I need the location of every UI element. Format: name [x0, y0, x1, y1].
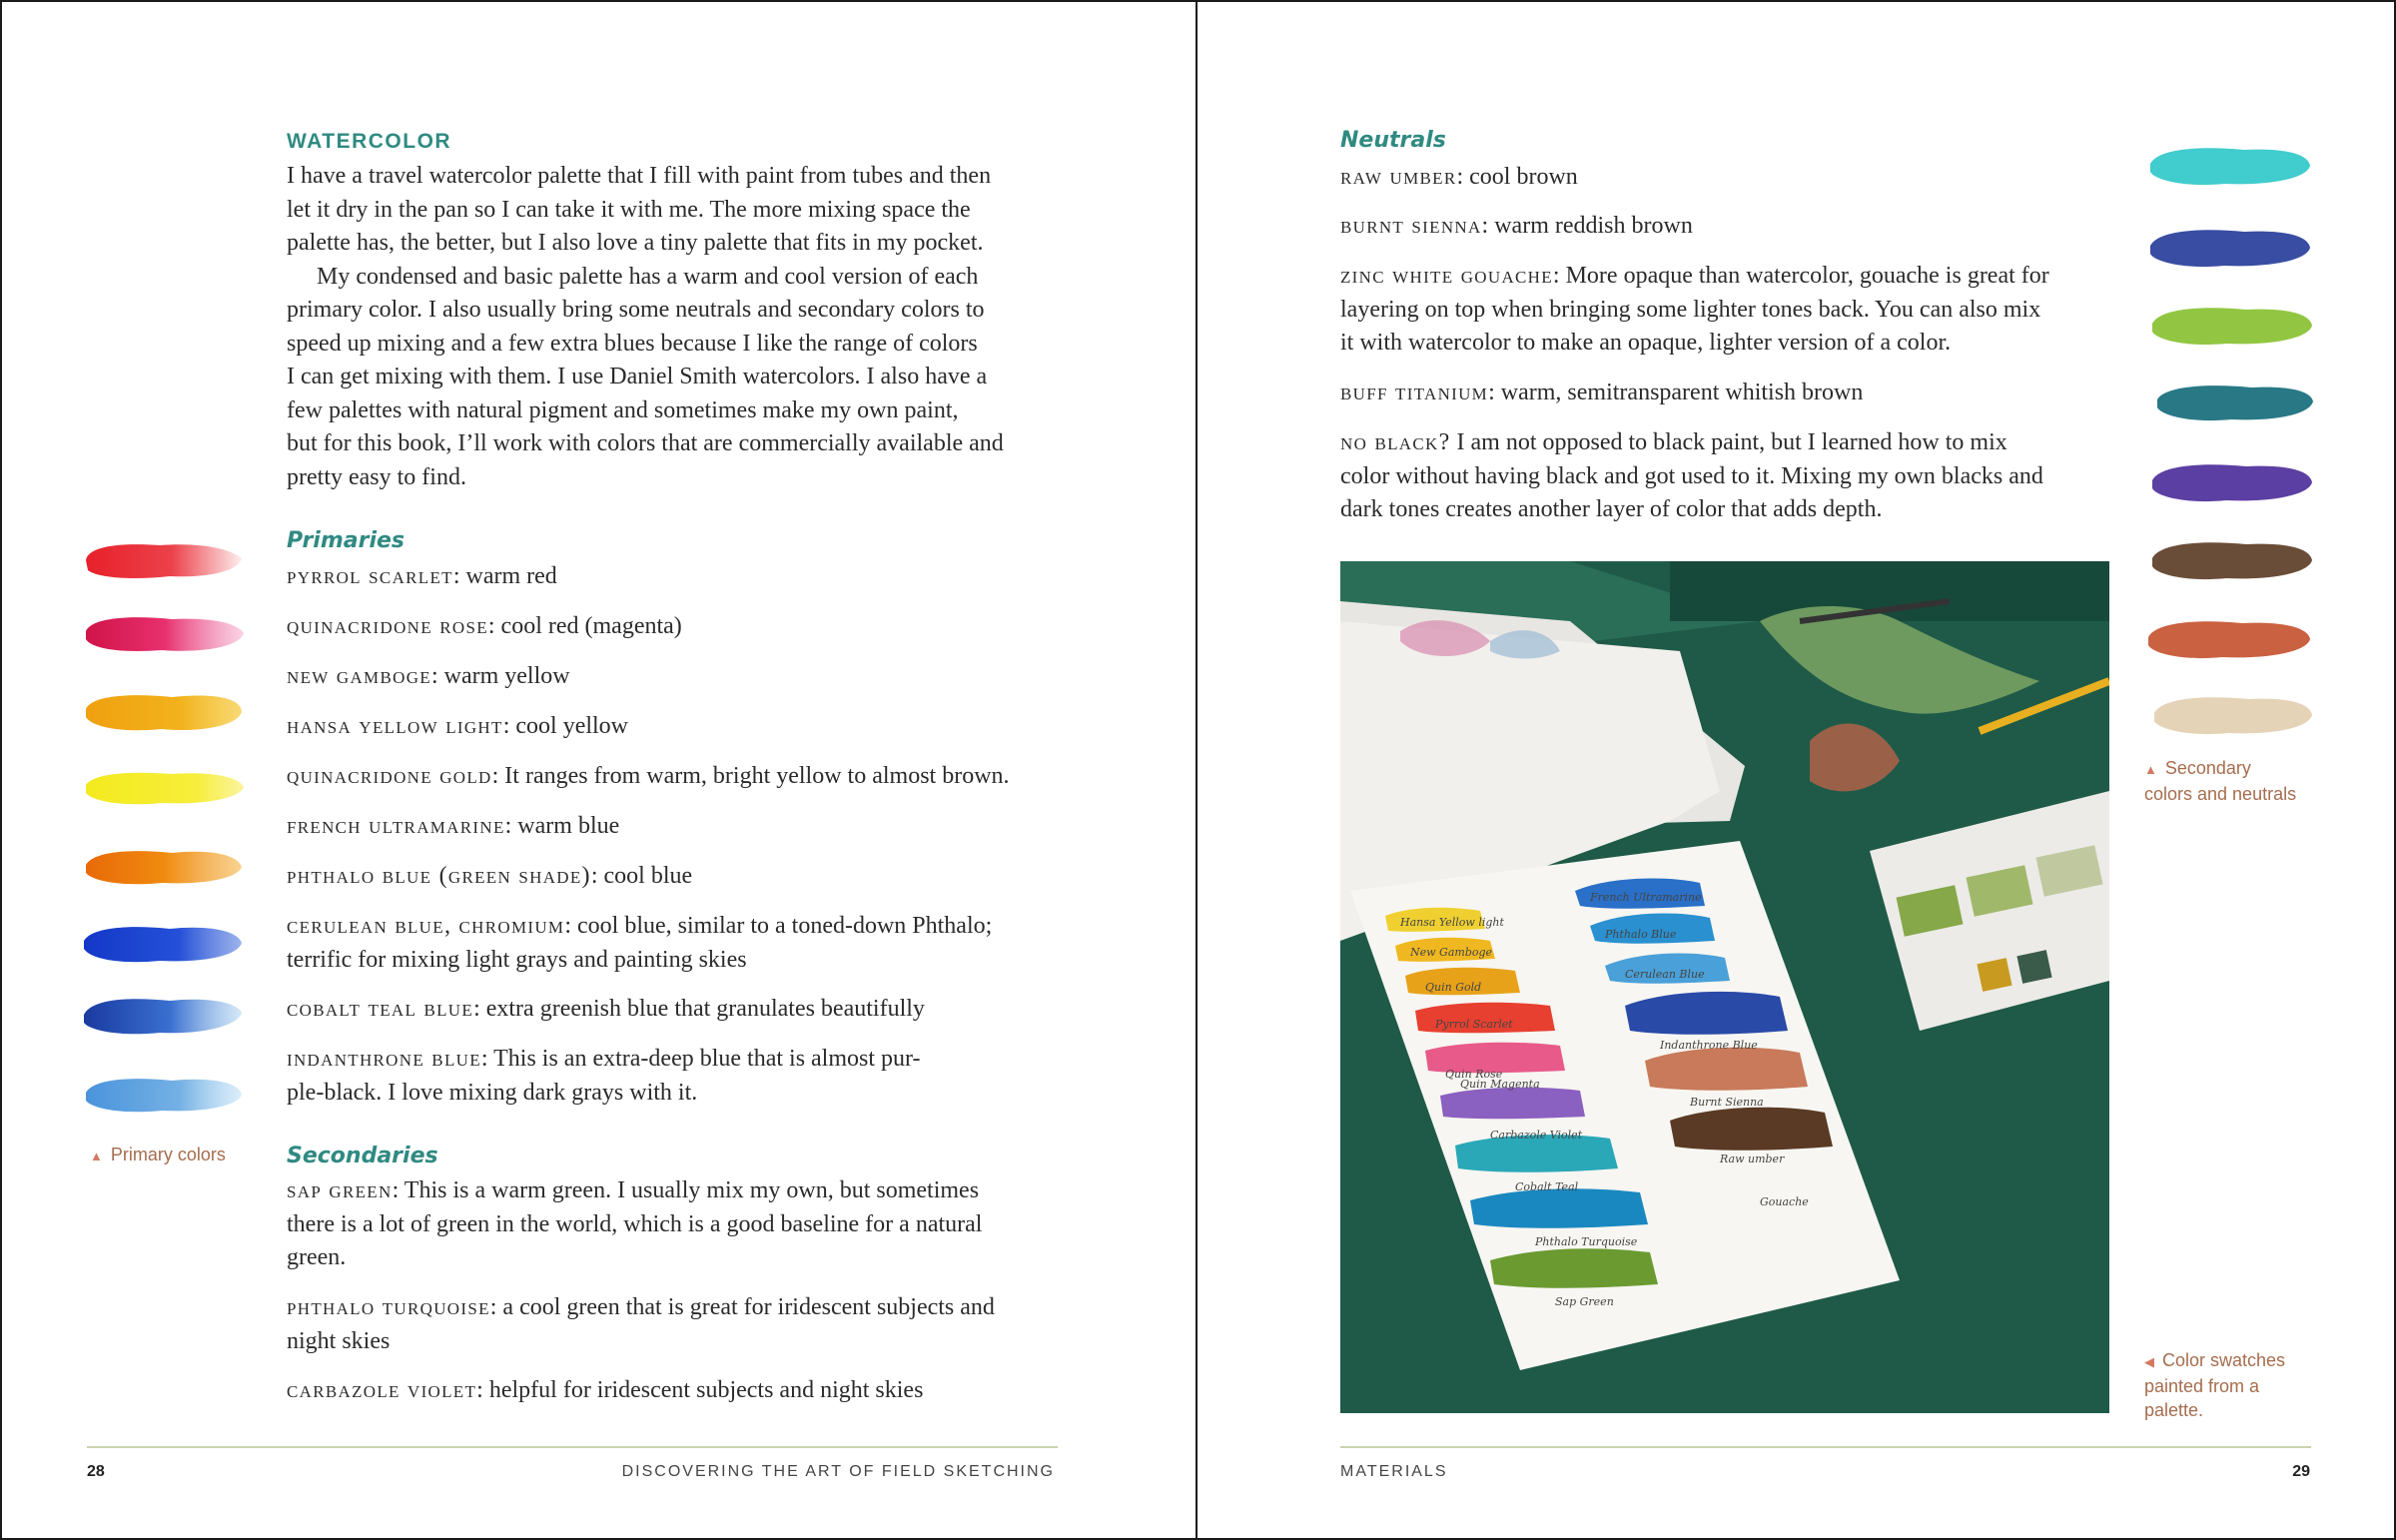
color-desc: : More opaque than watercolor, gouache is great for [1552, 263, 2049, 289]
color-term: quinacridone rose [287, 613, 488, 639]
color-term: phthalo blue (green shade) [287, 863, 591, 889]
color-desc-cont: terrific for mixing light grays and painting skies [287, 946, 747, 973]
photo-label: Quin Rose [1445, 1068, 1503, 1081]
photo-label: Pyrrol Scarlet [1435, 1018, 1513, 1031]
color-desc: I am not opposed to black paint, but I learned how to mix [1450, 429, 2007, 455]
color-entry [1340, 260, 2049, 361]
swatch-quinacridone-gold [82, 843, 248, 891]
color-desc-cont: there is a lot of green in the world, which is a good baseline for a natural [287, 1210, 983, 1237]
swatch-burnt-sienna [2142, 613, 2314, 665]
color-desc-cont: night skies [287, 1327, 391, 1354]
photo-label: French Ultramarine [1590, 891, 1702, 904]
color-desc: : It ranges from warm, bright yellow to almost brown. [491, 763, 1010, 789]
running-footer-title: MATERIALS [1340, 1463, 1448, 1480]
color-desc: : cool yellow [502, 713, 629, 739]
color-term: zinc white gouache [1340, 263, 1553, 289]
swatch-pyrrol-scarlet [80, 536, 246, 586]
color-desc-cont: ple-black. I love mixing dark grays with it. [287, 1079, 698, 1106]
swatch-quinacridone-rose [82, 611, 248, 657]
caption-text: painted from a [2144, 1376, 2260, 1396]
color-entry [287, 610, 682, 644]
color-desc-cont: layering on top when bringing some lighter tones back. You can also mix [1340, 296, 2041, 323]
color-desc: : warm yellow [430, 663, 570, 689]
color-desc-cont: dark tones creates another layer of color that adds depth. [1340, 496, 1883, 522]
primaries-heading: Primaries [287, 528, 405, 553]
color-desc: : extra greenish blue that granulates beautifully [473, 996, 925, 1022]
photo-label: Phthalo Turquoise [1535, 1235, 1638, 1248]
color-term: new gamboge [287, 663, 431, 689]
color-desc: : This is a warm green. I usually mix my own, but sometimes [392, 1177, 980, 1203]
photo-label: Sap Green [1555, 1295, 1614, 1308]
caption-text: colors and neutrals [2144, 784, 2297, 804]
swatch-carbazole-violet [2146, 456, 2316, 508]
triangle-up-icon: ▲ [2144, 762, 2157, 777]
color-desc: : warm, semitransparent whitish brown [1488, 380, 1864, 405]
color-entry [287, 1374, 923, 1408]
color-term: buff titanium [1340, 380, 1489, 405]
color-term: no black? [1340, 429, 1451, 455]
color-term: raw umber [1340, 164, 1457, 190]
color-desc: : cool blue [590, 863, 693, 889]
swatch-phthalo-turquoise [2144, 142, 2314, 192]
intro-line: My condensed and basic palette has a warm and cool version of each [317, 263, 979, 290]
color-term: burnt sienna [1340, 213, 1482, 239]
color-entry [1340, 161, 1578, 195]
color-term: pyrrol scarlet [287, 563, 453, 589]
color-desc: : This is an extra-deep blue that is almost pur- [480, 1046, 921, 1072]
caption-text: Color swatches [2162, 1350, 2286, 1370]
secondaries-heading: Secondaries [287, 1144, 438, 1168]
color-desc-cont: it with watercolor to make an opaque, lighter version of a color. [1340, 330, 1952, 356]
color-term: indanthrone blue [287, 1046, 481, 1072]
page-number: 28 [87, 1463, 105, 1480]
photo-label: Hansa Yellow light [1400, 916, 1504, 929]
color-desc: : cool red (magenta) [487, 613, 682, 639]
swatch-cerulean-blue [82, 1071, 248, 1119]
neutrals-heading: Neutrals [1340, 128, 1446, 153]
intro-line: let it dry in the pan so I can take it with me. The more mixing space the [287, 196, 971, 223]
swatch-phthalo-blue [80, 991, 246, 1041]
intro-line: few palettes with natural pigment and sometimes make my own paint, [287, 396, 959, 423]
intro-line: pretty easy to find. [287, 463, 466, 490]
swatch-cobalt-teal [2151, 380, 2316, 425]
color-term: quinacridone gold [287, 763, 492, 789]
left-page [0, 0, 1197, 1540]
color-entry [287, 760, 1010, 794]
intro-line: but for this book, I’ll work with colors that are commercially available and [287, 430, 1004, 456]
color-entry [287, 660, 570, 694]
footer-rule [87, 1446, 1058, 1448]
intro-line: I have a travel watercolor palette that I fill with paint from tubes and then [287, 163, 992, 189]
swatch-raw-umber [2146, 536, 2316, 586]
color-desc: : helpful for iridescent subjects and night skies [476, 1377, 924, 1403]
swatch-indanthrone [2144, 224, 2314, 274]
intro-line: speed up mixing and a few extra blues because I like the range of colors [287, 330, 978, 357]
photo-label: Burnt Sienna [1690, 1096, 1764, 1109]
color-desc: : warm reddish brown [1481, 213, 1693, 239]
color-desc-cont: color without having black and got used to it. Mixing my own blacks and [1340, 462, 2043, 489]
photo-label: Indanthrone Blue [1660, 1039, 1758, 1052]
color-entry [287, 560, 557, 594]
photo-caption [2144, 1348, 2285, 1422]
running-footer-title: DISCOVERING THE ART OF FIELD SKETCHING [621, 1463, 1055, 1480]
color-entry [1340, 210, 1693, 244]
swatch-sap-green [2146, 302, 2316, 350]
color-entry [287, 1043, 921, 1110]
color-term: hansa yellow light [287, 713, 503, 739]
swatch-new-gamboge [82, 687, 248, 737]
triangle-left-icon: ◀ [2144, 1354, 2154, 1369]
intro-line: primary color. I also usually bring some neutrals and secondary colors to [287, 297, 985, 323]
color-desc: : warm blue [504, 813, 620, 839]
color-entry [287, 810, 619, 844]
photo-label: Raw umber [1720, 1153, 1785, 1165]
color-entry [1340, 426, 2043, 527]
watercolor-heading: WATERCOLOR [287, 130, 452, 153]
photo-label: Quin Magenta [1460, 1078, 1540, 1091]
color-term: carbazole violet [287, 1377, 477, 1403]
photo-label: Carbazole Violet [1490, 1129, 1583, 1142]
color-term: sap green [287, 1177, 393, 1203]
color-desc: : a cool green that is great for iridescent subjects and [489, 1294, 995, 1320]
footer-rule [1340, 1446, 2311, 1448]
swatch-hansa-yellow-light [82, 765, 248, 811]
color-desc: : warm red [452, 563, 557, 589]
color-entry [287, 710, 628, 744]
color-entry [287, 860, 692, 894]
photo-label: Quin Gold [1425, 981, 1482, 994]
color-term: cerulean blue, chromium [287, 913, 565, 939]
page-number: 29 [2292, 1463, 2310, 1480]
photo-label: Gouache [1760, 1195, 1809, 1208]
intro-line: I can get mixing with them. I use Daniel Smith watercolors. I also have a [287, 364, 988, 389]
color-entry [1340, 377, 1863, 410]
color-desc: : cool blue, similar to a toned-down Phthalo; [564, 913, 993, 939]
color-desc-cont: green. [287, 1244, 347, 1270]
intro-paragraph [287, 160, 1086, 494]
color-term: phthalo turquoise [287, 1294, 490, 1320]
color-entry [287, 1174, 982, 1275]
palette-photo [1340, 561, 2109, 1413]
color-desc: : cool brown [1456, 164, 1578, 190]
swatch-buff-titanium [2148, 691, 2316, 739]
photo-label: Cobalt Teal [1515, 1180, 1579, 1193]
secondary-colors-caption [2144, 756, 2296, 806]
color-term: french ultramarine [287, 813, 505, 839]
photo-label: New Gamboge [1410, 946, 1493, 959]
caption-text: Secondary [2164, 758, 2251, 778]
triangle-up-icon: ▲ [90, 1149, 103, 1163]
color-entry [287, 1291, 995, 1358]
photo-label: Cerulean Blue [1625, 968, 1705, 981]
color-entry [287, 910, 992, 977]
color-entry [287, 993, 925, 1027]
intro-line: palette has, the better, but I also love a tiny palette that fits in my pocket. [287, 230, 984, 256]
color-term: cobalt teal blue [287, 996, 474, 1022]
swatch-french-ultramarine [80, 919, 246, 969]
caption-text: Primary colors [110, 1145, 226, 1164]
caption-text: palette. [2144, 1400, 2204, 1420]
right-page [1197, 0, 2396, 1540]
primary-colors-caption [90, 1143, 226, 1168]
photo-label: Phthalo Blue [1605, 928, 1677, 941]
